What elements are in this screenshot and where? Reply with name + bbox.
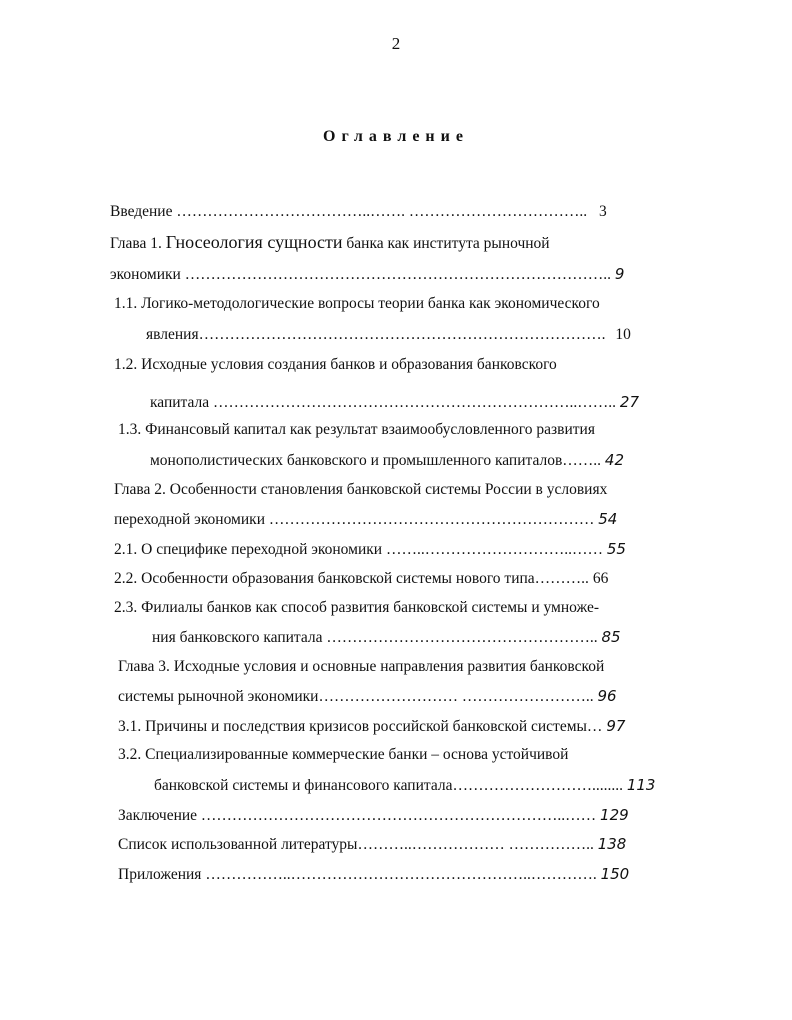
toc-entry-page-handwritten: 27 [619,393,639,411]
toc-entry [114,509,617,530]
toc-entry [118,420,595,440]
toc-entry [152,627,621,648]
toc-entry-page-handwritten: 97 [606,717,626,735]
toc-entry-text: монополистических банковского и промышленного капиталов…….. [150,452,602,469]
toc-entry-text: переходной экономики ……………………………………………………… [114,511,595,528]
toc-entry-text: ния банковского капитала …………………………………………….. [152,629,598,646]
toc-entry-page-handwritten: 42 [604,451,625,469]
toc-entry [150,450,624,471]
toc-entry-page-handwritten: 113 [626,776,656,794]
toc-entry-page-handwritten: 150 [600,865,630,883]
toc-entry-page-handwritten: 138 [597,835,627,853]
toc-entry [118,805,629,826]
toc-entry-text: банка как института рыночной [342,235,550,252]
toc-entry [118,686,617,707]
toc-entry [114,480,607,500]
toc-entry-text: 2.3. Филиалы банков как способ развития банковской системы и умноже- [114,599,600,616]
toc-entry [110,202,607,222]
toc-entry-text: Глава 1. [110,235,166,252]
toc-entry [146,325,631,345]
toc-entry-page-handwritten: 9 [614,265,625,283]
toc-entry-page: 66 [592,570,609,587]
toc-entry-text: банковской системы и финансового капитала………………………........ [154,777,623,794]
toc-entry-text: 1.3. Финансовый капитал как результат взаимообусловленного развития [118,421,595,438]
toc-entry [154,775,655,796]
toc-title: Оглавление [323,128,469,145]
toc-entry [114,598,599,618]
toc-entry-text: Глава 2. Особенности становления банковской системы России в условиях [114,481,608,498]
toc-entry-page-handwritten: 54 [598,510,618,528]
toc-entry-text: 1.2. Исходные условия создания банков и образования банковского [114,356,557,373]
toc-entry-page-handwritten: 129 [600,806,629,824]
toc-entry [110,264,624,285]
toc-entry [150,392,639,413]
toc-entry-text: экономики ……………………………………………………………………….. [110,266,611,283]
toc-entry-text: явления……………………………………………………………………. [146,326,606,343]
toc-entry [114,539,626,560]
toc-entry-text: 3.2. Специализированные коммерческие банки – основа устойчивой [118,746,569,763]
toc-entry-text: Глава 3. Исходные условия и основные направления развития банковской [118,658,605,675]
toc-entry [118,864,629,885]
toc-entry [118,745,568,765]
toc-entry [118,716,625,737]
toc-entry [110,232,550,254]
toc-entry [114,569,608,589]
toc-entry-text-emphasis: Гносеология сущности [165,232,343,252]
toc-entry-text: 2.1. О специфике переходной экономики ……..………………………..…… [114,541,603,558]
toc-entry-text: Заключение ……………………………………………………………..…… [118,807,597,824]
toc-entry-page: 10 [615,326,631,343]
toc-entry-page-handwritten: 96 [597,687,617,705]
toc-entry [118,834,626,855]
toc-entry-text: 1.1. Логико-методологические вопросы теории банка как экономического [114,295,600,312]
toc-entry-text: системы рыночной экономики……………………… …………………….. [118,688,594,705]
page-number: 2 [391,34,401,53]
toc-entry-text: 3.1. Причины и последствия кризисов российской банковской системы… [118,718,603,735]
toc-entry-text: Приложения ……………..………………………………………..…………. [118,866,597,883]
toc-entry-text: Введение ………………………………..……. …………………………….. [110,203,588,220]
toc-entry-text: капитала ……………………………………………………………..…….. [150,394,617,411]
toc-entry-page-handwritten: 55 [606,540,626,558]
toc-entry [114,294,600,314]
toc-entry [118,657,604,677]
toc-entry [114,355,557,375]
toc-entry-page-handwritten: 85 [601,628,621,646]
toc-entry-text: Список использованной литературы………..……………… …………….. [118,836,594,853]
toc-entry-text: 2.2. Особенности образования банковской системы нового типа……….. [114,570,589,587]
toc-entry-page: 3 [598,203,607,220]
